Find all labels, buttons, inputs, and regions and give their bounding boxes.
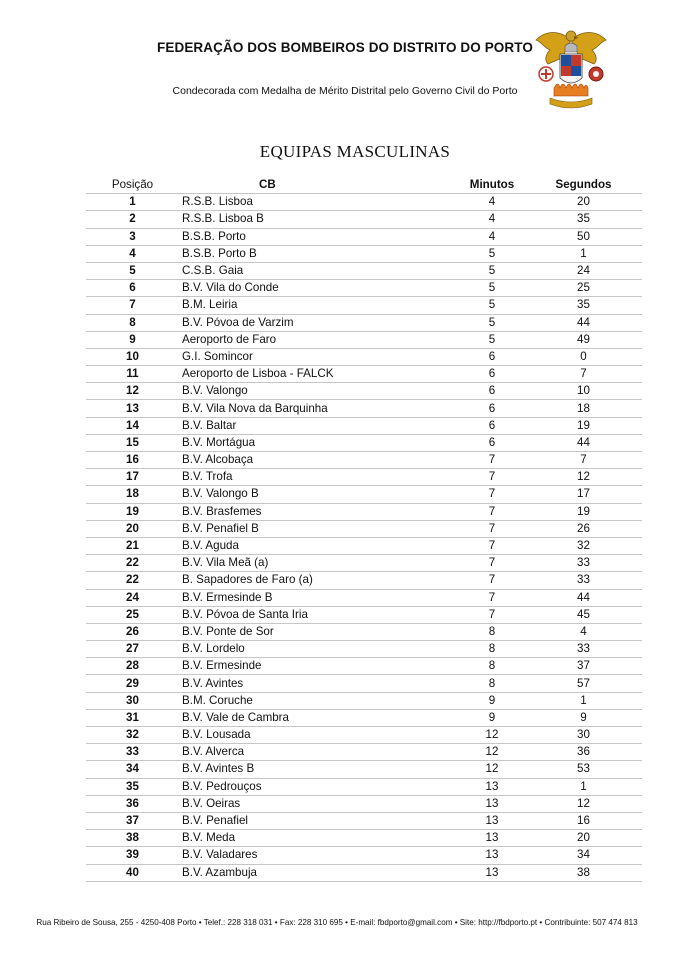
table-row [86, 486, 642, 503]
cell-minutes: 8 [459, 658, 525, 675]
cell-position: 15 [86, 434, 179, 451]
cell-cb: B.V. Baltar [179, 417, 459, 434]
table-row [86, 331, 642, 348]
table-row [86, 434, 642, 451]
cell-cb: B.V. Pedrouços [179, 778, 459, 795]
table-row [86, 383, 642, 400]
cell-seconds: 18 [525, 400, 642, 417]
cell-seconds: 33 [525, 555, 642, 572]
cell-position: 11 [86, 366, 179, 383]
cell-cb: B.V. Vila Meã (a) [179, 555, 459, 572]
table-row [86, 812, 642, 829]
cell-position: 29 [86, 675, 179, 692]
cell-minutes: 6 [459, 366, 525, 383]
cell-minutes: 12 [459, 727, 525, 744]
cell-cb: B.V. Brasfemes [179, 503, 459, 520]
cell-seconds: 12 [525, 795, 642, 812]
table-row [86, 452, 642, 469]
cell-seconds: 45 [525, 606, 642, 623]
cell-minutes: 8 [459, 675, 525, 692]
cell-minutes: 7 [459, 503, 525, 520]
cell-seconds: 32 [525, 537, 642, 554]
table-row [86, 211, 642, 228]
cell-cb: B.V. Penafiel [179, 812, 459, 829]
table-row [86, 572, 642, 589]
table-row [86, 847, 642, 864]
cell-position: 14 [86, 417, 179, 434]
cell-cb: B.V. Valongo [179, 383, 459, 400]
cell-minutes: 7 [459, 606, 525, 623]
cell-position: 36 [86, 795, 179, 812]
cell-seconds: 17 [525, 486, 642, 503]
table-row [86, 417, 642, 434]
table-row [86, 709, 642, 726]
table-row [86, 503, 642, 520]
cell-position: 35 [86, 778, 179, 795]
cell-seconds: 19 [525, 503, 642, 520]
cell-position: 22 [86, 572, 179, 589]
cell-cb: B.V. Lousada [179, 727, 459, 744]
table-row [86, 469, 642, 486]
cell-cb: B.V. Vila Nova da Barquinha [179, 400, 459, 417]
cell-minutes: 6 [459, 400, 525, 417]
cell-position: 18 [86, 486, 179, 503]
cell-seconds: 25 [525, 280, 642, 297]
cell-minutes: 8 [459, 623, 525, 640]
cell-cb: B.V. Alcobaça [179, 452, 459, 469]
table-row [86, 761, 642, 778]
cell-seconds: 24 [525, 262, 642, 279]
column-header-minutes: Minutos [459, 177, 525, 194]
cell-cb: Aeroporto de Lisboa - FALCK [179, 366, 459, 383]
org-name: FEDERAÇÃO DOS BOMBEIROS DO DISTRITO DO PORTO [157, 40, 533, 55]
cell-minutes: 7 [459, 537, 525, 554]
cell-position: 25 [86, 606, 179, 623]
cell-position: 20 [86, 520, 179, 537]
table-row [86, 658, 642, 675]
cell-minutes: 13 [459, 778, 525, 795]
cell-minutes: 13 [459, 864, 525, 881]
table-row [86, 795, 642, 812]
cell-minutes: 9 [459, 709, 525, 726]
table-row [86, 245, 642, 262]
cell-cb: R.S.B. Lisboa B [179, 211, 459, 228]
cell-cb: B.M. Coruche [179, 692, 459, 709]
cell-minutes: 7 [459, 520, 525, 537]
cell-seconds: 36 [525, 744, 642, 761]
cell-position: 21 [86, 537, 179, 554]
table-row [86, 228, 642, 245]
cell-cb: B.S.B. Porto [179, 228, 459, 245]
cell-minutes: 5 [459, 297, 525, 314]
cell-cb: R.S.B. Lisboa [179, 194, 459, 211]
cell-seconds: 1 [525, 692, 642, 709]
cell-cb: B.V. Azambuja [179, 864, 459, 881]
cell-position: 30 [86, 692, 179, 709]
cell-seconds: 53 [525, 761, 642, 778]
cell-minutes: 9 [459, 692, 525, 709]
cell-seconds: 19 [525, 417, 642, 434]
table-row [86, 262, 642, 279]
cell-cb: B.V. Vila do Conde [179, 280, 459, 297]
cell-cb: B.V. Ermesinde [179, 658, 459, 675]
cell-seconds: 20 [525, 830, 642, 847]
section-title: EQUIPAS MASCULINAS [259, 142, 451, 161]
cell-minutes: 6 [459, 417, 525, 434]
cell-minutes: 5 [459, 331, 525, 348]
coat-of-arms-emblem-icon [532, 22, 610, 114]
table-row [86, 864, 642, 881]
cell-position: 10 [86, 348, 179, 365]
cell-minutes: 5 [459, 280, 525, 297]
table-row [86, 692, 642, 709]
cell-position: 4 [86, 245, 179, 262]
table-body [86, 194, 642, 882]
cell-cb: B.V. Valadares [179, 847, 459, 864]
cell-cb: B.V. Ponte de Sor [179, 623, 459, 640]
cell-cb: B.V. Avintes B [179, 761, 459, 778]
cell-cb: B.M. Leiria [179, 297, 459, 314]
cell-minutes: 5 [459, 245, 525, 262]
cell-position: 24 [86, 589, 179, 606]
cell-seconds: 30 [525, 727, 642, 744]
cell-position: 7 [86, 297, 179, 314]
cell-seconds: 7 [525, 452, 642, 469]
cell-seconds: 44 [525, 314, 642, 331]
cell-position: 27 [86, 641, 179, 658]
cell-position: 19 [86, 503, 179, 520]
table-row [86, 520, 642, 537]
cell-seconds: 12 [525, 469, 642, 486]
cell-minutes: 7 [459, 486, 525, 503]
cell-cb: B.V. Avintes [179, 675, 459, 692]
cell-minutes: 13 [459, 795, 525, 812]
cell-minutes: 4 [459, 211, 525, 228]
table-row [86, 366, 642, 383]
column-header-position: Posição [86, 177, 179, 194]
table-row [86, 778, 642, 795]
cell-position: 6 [86, 280, 179, 297]
cell-seconds: 1 [525, 245, 642, 262]
cell-seconds: 50 [525, 228, 642, 245]
column-header-seconds: Segundos [525, 177, 642, 194]
cell-minutes: 7 [459, 469, 525, 486]
cell-seconds: 38 [525, 864, 642, 881]
column-header-cb: CB [179, 177, 459, 194]
cell-cb: B.V. Póvoa de Santa Iria [179, 606, 459, 623]
cell-minutes: 6 [459, 383, 525, 400]
cell-cb: Aeroporto de Faro [179, 331, 459, 348]
cell-position: 38 [86, 830, 179, 847]
cell-cb: G.I. Somincor [179, 348, 459, 365]
cell-minutes: 6 [459, 434, 525, 451]
cell-seconds: 16 [525, 812, 642, 829]
cell-seconds: 4 [525, 623, 642, 640]
table-row [86, 744, 642, 761]
footer-contact-info: Rua Ribeiro de Sousa, 255 - 4250-408 Porto • Telef.: 228 318 031 • Fax: 228 310 695 • E-mail: fbdporto@gmail.com • Site: http://fbdporto.pt • Contribuinte: 507 474 813 [36, 918, 638, 927]
cell-minutes: 6 [459, 348, 525, 365]
cell-position: 8 [86, 314, 179, 331]
cell-seconds: 44 [525, 589, 642, 606]
cell-cb: B.V. Penafiel B [179, 520, 459, 537]
table-row [86, 400, 642, 417]
cell-minutes: 7 [459, 589, 525, 606]
cell-minutes: 12 [459, 761, 525, 778]
cell-cb: B.V. Aguda [179, 537, 459, 554]
cell-seconds: 33 [525, 641, 642, 658]
cell-position: 34 [86, 761, 179, 778]
cell-position: 22 [86, 555, 179, 572]
cell-cb: B.S.B. Porto B [179, 245, 459, 262]
cell-cb: C.S.B. Gaia [179, 262, 459, 279]
cell-minutes: 5 [459, 314, 525, 331]
table-row [86, 623, 642, 640]
cell-cb: B.V. Ermesinde B [179, 589, 459, 606]
cell-seconds: 35 [525, 211, 642, 228]
cell-cb: B.V. Lordelo [179, 641, 459, 658]
cell-seconds: 33 [525, 572, 642, 589]
cell-position: 28 [86, 658, 179, 675]
table-row [86, 297, 642, 314]
table-row [86, 348, 642, 365]
cell-position: 2 [86, 211, 179, 228]
cell-position: 1 [86, 194, 179, 211]
cell-cb: B.V. Valongo B [179, 486, 459, 503]
cell-minutes: 13 [459, 847, 525, 864]
cell-minutes: 12 [459, 744, 525, 761]
cell-seconds: 26 [525, 520, 642, 537]
cell-seconds: 35 [525, 297, 642, 314]
results-table [86, 177, 642, 882]
cell-seconds: 1 [525, 778, 642, 795]
cell-position: 9 [86, 331, 179, 348]
cell-cb: B.V. Vale de Cambra [179, 709, 459, 726]
cell-seconds: 9 [525, 709, 642, 726]
table-row [86, 537, 642, 554]
cell-seconds: 57 [525, 675, 642, 692]
cell-position: 26 [86, 623, 179, 640]
table-row [86, 606, 642, 623]
cell-cb: B. Sapadores de Faro (a) [179, 572, 459, 589]
cell-minutes: 13 [459, 812, 525, 829]
cell-position: 40 [86, 864, 179, 881]
cell-seconds: 37 [525, 658, 642, 675]
table-row [86, 280, 642, 297]
table-row [86, 727, 642, 744]
cell-minutes: 13 [459, 830, 525, 847]
cell-minutes: 7 [459, 452, 525, 469]
cell-minutes: 7 [459, 555, 525, 572]
cell-seconds: 34 [525, 847, 642, 864]
cell-position: 31 [86, 709, 179, 726]
table-header-row [86, 177, 642, 194]
cell-seconds: 49 [525, 331, 642, 348]
cell-position: 3 [86, 228, 179, 245]
cell-cb: B.V. Alverca [179, 744, 459, 761]
cell-seconds: 10 [525, 383, 642, 400]
cell-seconds: 0 [525, 348, 642, 365]
cell-cb: B.V. Trofa [179, 469, 459, 486]
cell-position: 39 [86, 847, 179, 864]
cell-minutes: 7 [459, 572, 525, 589]
cell-cb: B.V. Póvoa de Varzim [179, 314, 459, 331]
cell-cb: B.V. Meda [179, 830, 459, 847]
cell-position: 13 [86, 400, 179, 417]
cell-minutes: 5 [459, 262, 525, 279]
cell-minutes: 4 [459, 194, 525, 211]
cell-cb: B.V. Mortágua [179, 434, 459, 451]
table-row [86, 194, 642, 211]
cell-position: 17 [86, 469, 179, 486]
table-row [86, 589, 642, 606]
cell-seconds: 44 [525, 434, 642, 451]
cell-minutes: 4 [459, 228, 525, 245]
cell-position: 32 [86, 727, 179, 744]
cell-seconds: 20 [525, 194, 642, 211]
cell-position: 12 [86, 383, 179, 400]
cell-position: 5 [86, 262, 179, 279]
cell-seconds: 7 [525, 366, 642, 383]
table-row [86, 830, 642, 847]
table-row [86, 641, 642, 658]
org-subtitle: Condecorada com Medalha de Mérito Distrital pelo Governo Civil do Porto [172, 85, 518, 97]
cell-position: 37 [86, 812, 179, 829]
table-row [86, 314, 642, 331]
cell-position: 33 [86, 744, 179, 761]
cell-cb: B.V. Oeiras [179, 795, 459, 812]
cell-position: 16 [86, 452, 179, 469]
cell-minutes: 8 [459, 641, 525, 658]
table-row [86, 555, 642, 572]
table-row [86, 675, 642, 692]
